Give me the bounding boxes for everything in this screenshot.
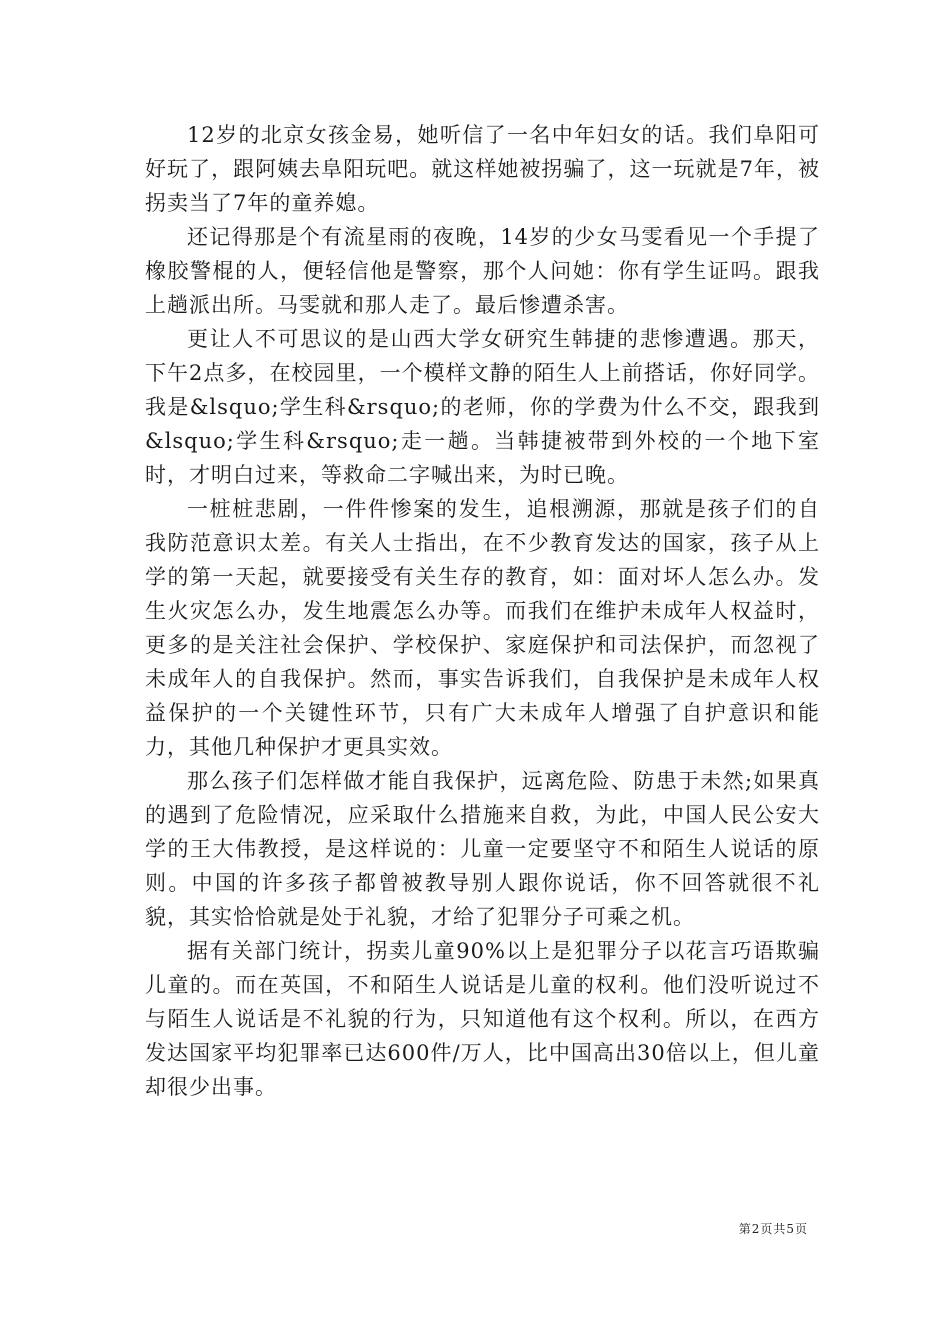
paragraph-4: 一桩桩悲剧，一件件惨案的发生，追根溯源，那就是孩子们的自我防范意识太差。有关人士指出，在不少教育发达的国家，孩子从上学的第一天起，就要接受有关生存的教育，如：面对坏人怎么办。发生火灾怎么办，发生地震怎么办等。而我们在维护未成年人权益时，更多的是关注社会保护、学校保护、家庭保护和司法保护，而忽视了未成年人的自我保护。然而，事实告诉我们，自我保护是未成年人权益保护的一个关键性环节，只有广大未成年人增强了自护意识和能力，其他几种保护才更具实效。 [145, 497, 820, 759]
paragraph-6: 据有关部门统计，拐卖儿童90%以上是犯罪分子以花言巧语欺骗儿童的。而在英国，不和陌生人说话是儿童的权利。他们没听说过不与陌生人说话是不礼貌的行为，只知道他有这个权利。所以，在西方发达国家平均犯罪率已达600件/万人，比中国高出30倍以上，但儿童却很少出事。 [145, 939, 820, 1099]
document-body [145, 118, 820, 1104]
paragraph-5: 那么孩子们怎样做才能自我保护，远离危险、防患于未然;如果真的遇到了危险情况，应采取什么措施来自救，为此，中国人民公安大学的王大伟教授，是这样说的：儿童一定要坚守不和陌生人说话的原则。中国的许多孩子都曾被教导别人跟你说话，你不回答就很不礼貌，其实恰恰就是处于礼貌，才给了犯罪分子可乘之机。 [145, 769, 820, 929]
paragraph-1: 12岁的北京女孩金易，她听信了一名中年妇女的话。我们阜阳可好玩了，跟阿姨去阜阳玩吧。就这样她被拐骗了，这一玩就是7年，被拐卖当了7年的童养媳。 [145, 123, 820, 215]
paragraph-3: 更让人不可思议的是山西大学女研究生韩捷的悲惨遭遇。那天，下午2点多，在校园里，一个模样文静的陌生人上前搭话，你好同学。我是&lsquo;学生科&rsquo;的老师，你的学费为什么不交，跟我到&lsquo;学生科&rsquo;走一趟。当韩捷被带到外校的一个地下室时，才明白过来，等救命二字喊出来，为时已晚。 [145, 327, 820, 487]
paragraph-2: 还记得那是个有流星雨的夜晚，14岁的少女马雯看见一个手提了橡胶警棍的人，便轻信他是警察，那个人问她：你有学生证吗。跟我上趟派出所。马雯就和那人走了。最后惨遭杀害。 [145, 225, 820, 317]
page-number: 第2页共5页 [738, 1222, 808, 1236]
